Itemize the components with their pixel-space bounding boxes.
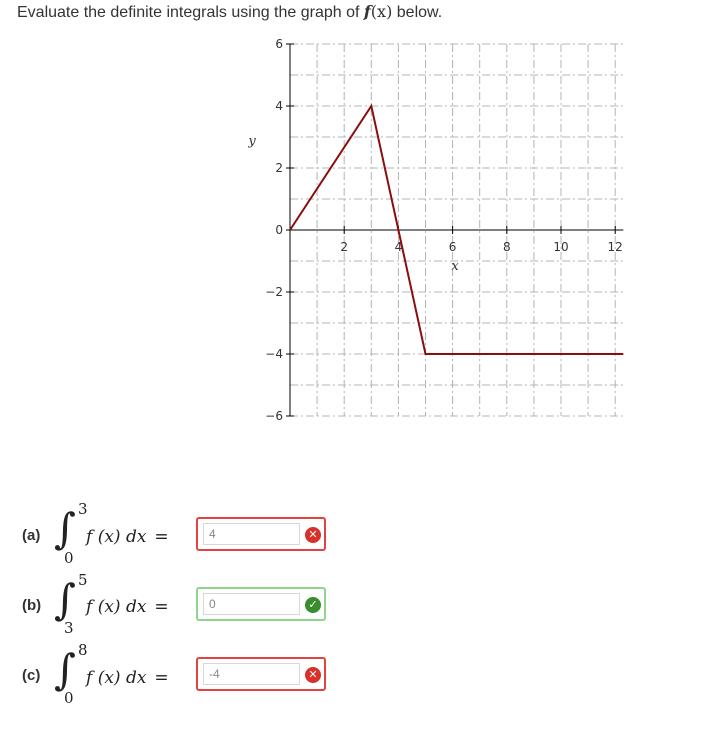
integrand <box>86 597 169 617</box>
incorrect-icon: ✕ <box>305 667 321 683</box>
incorrect-icon: ✕ <box>305 527 321 543</box>
lower-limit: 0 <box>64 689 74 707</box>
axes <box>286 44 623 416</box>
x-axis-label: x <box>451 259 459 274</box>
prompt-text: Evaluate the definite integrals using the graph of <box>17 4 360 21</box>
integral-b <box>50 571 190 641</box>
x-tick-label: 12 <box>607 240 623 254</box>
integrand-text: f (x) dx <box>86 527 147 547</box>
upper-limit: 5 <box>78 571 88 589</box>
lower-limit: 0 <box>64 549 74 567</box>
y-tick-label: −4 <box>265 347 283 361</box>
lower-limit: 3 <box>64 619 74 637</box>
question-b-label: (b) <box>22 597 42 614</box>
answer-a-frame <box>196 517 326 551</box>
integrand-text: f (x) dx <box>86 668 147 688</box>
prompt-text-end: below. <box>396 4 443 21</box>
answer-a-input[interactable] <box>203 523 300 545</box>
x-tick-label: 10 <box>553 240 569 254</box>
y-tick-label: 6 <box>275 37 283 51</box>
x-tick-label: 8 <box>502 240 511 254</box>
answer-b-input[interactable] <box>203 593 300 615</box>
integrand <box>86 668 169 688</box>
equals-sign: = <box>154 527 169 547</box>
integral-sign: ∫ <box>54 575 76 624</box>
upper-limit: 8 <box>78 641 88 659</box>
integral-a <box>50 500 190 570</box>
question-c-label: (c) <box>22 667 41 684</box>
integral-sign: ∫ <box>54 645 76 694</box>
prompt-function-arg: (x) <box>370 2 393 21</box>
integrand-text: f (x) dx <box>86 597 147 617</box>
y-tick-label: 4 <box>275 99 283 113</box>
x-tick-label: 6 <box>448 240 457 254</box>
answer-b-frame <box>196 587 326 621</box>
y-tick-label: −6 <box>265 409 283 423</box>
y-axis-label: y <box>248 134 256 149</box>
question-a-label: (a) <box>22 527 41 544</box>
answer-c-input[interactable] <box>203 663 300 685</box>
integral-sign: ∫ <box>54 504 76 553</box>
equals-sign: = <box>154 597 169 617</box>
x-tick-label: 4 <box>394 240 403 254</box>
x-tick-label: 2 <box>340 240 349 254</box>
answer-c-frame <box>196 657 326 691</box>
y-tick-label: −2 <box>265 285 283 299</box>
integral-c <box>50 641 190 711</box>
correct-icon: ✓ <box>305 597 321 613</box>
y-tick-label: 0 <box>275 223 283 237</box>
integrand <box>86 527 169 547</box>
upper-limit: 3 <box>78 500 88 518</box>
equals-sign: = <box>154 668 169 688</box>
prompt-function-name: f <box>363 2 371 21</box>
y-tick-label: 2 <box>275 161 283 175</box>
